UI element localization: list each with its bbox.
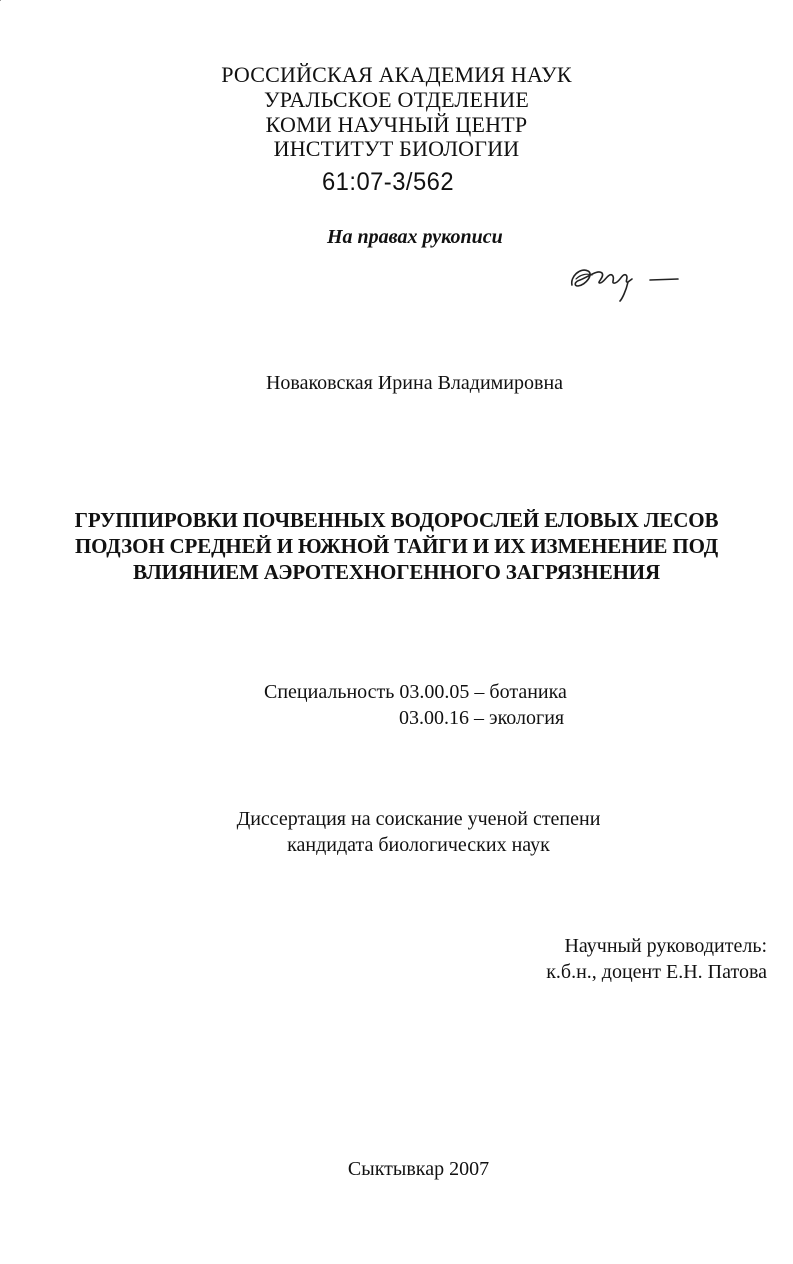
academy-name: РОССИЙСКАЯ АКАДЕМИЯ НАУК bbox=[221, 62, 572, 87]
dissertation-line-1: Диссертация на соискание ученой степени bbox=[236, 808, 601, 830]
supervisor-label: Научный руководитель: bbox=[564, 935, 767, 957]
dissertation-line-2: кандидата биологических наук bbox=[287, 834, 550, 856]
center-name: КОМИ НАУЧНЫЙ ЦЕНТР bbox=[265, 112, 528, 137]
catalog-code: 61:07-3/562 bbox=[322, 168, 455, 196]
place-year: Сыктывкар 2007 bbox=[347, 1158, 490, 1180]
title-line-3: ВЛИЯНИЕМ АЭРОТЕХНОГЕННОГО ЗАГРЯЗНЕНИЯ bbox=[133, 560, 660, 584]
rights-note: На правах рукописи bbox=[327, 226, 503, 248]
scan-speck bbox=[0, 0, 1, 1]
branch-name: УРАЛЬСКОЕ ОТДЕЛЕНИЕ bbox=[264, 87, 529, 112]
title-line-2: ПОДЗОН СРЕДНЕЙ И ЮЖНОЙ ТАЙГИ И ИХ ИЗМЕНЕНИЕ ПОД bbox=[74, 534, 719, 558]
supervisor-name: к.б.н., доцент Е.Н. Патова bbox=[546, 961, 767, 983]
title-line-1: ГРУППИРОВКИ ПОЧВЕННЫХ ВОДОРОСЛЕЙ ЕЛОВЫХ ЛЕСОВ bbox=[74, 508, 719, 532]
specialty-ecology: 03.00.16 – экология bbox=[399, 707, 565, 729]
specialty-botany: Специальность 03.00.05 – ботаника bbox=[264, 681, 567, 703]
author-name: Новаковская Ирина Владимировна bbox=[265, 372, 564, 394]
handwritten-signature bbox=[566, 255, 686, 305]
institute-name: ИНСТИТУТ БИОЛОГИИ bbox=[273, 136, 520, 161]
